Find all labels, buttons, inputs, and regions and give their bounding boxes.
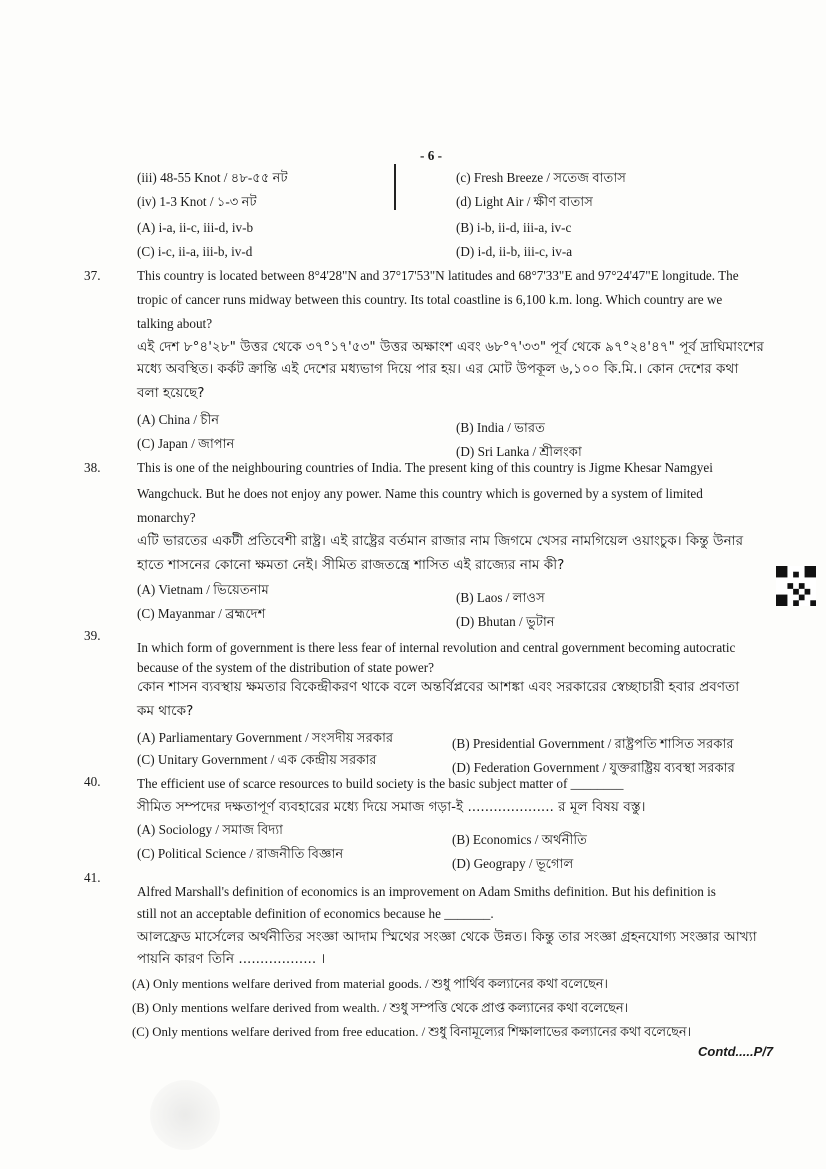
q38-text-en-2: Wangchuck. But he does not enjoy any power. Name this country which is governed by a system of limited <box>137 486 703 501</box>
q39-option-c: (C) Unitary Government / এক কেন্দ্রীয় সরকার <box>137 752 377 767</box>
q38-option-d: (D) Bhutan / ভুটান <box>456 614 555 629</box>
qr-code-icon <box>776 566 816 606</box>
q37-text-en-3: talking about? <box>137 316 213 331</box>
q38-option-b: (B) Laos / লাওস <box>456 590 545 605</box>
q39-number: 39. <box>84 628 101 643</box>
page-number: - 6 - <box>420 148 442 163</box>
q37-number: 37. <box>84 268 101 283</box>
scan-smudge <box>150 1080 220 1150</box>
q38-option-a: (A) Vietnam / ভিয়েতনাম <box>137 582 269 597</box>
q38-option-c: (C) Mayanmar / ব্রহ্মদেশ <box>137 606 266 621</box>
q39-text-bn-2: কম থাকে? <box>137 703 194 719</box>
q36-option-b: (B) i-b, ii-d, iii-a, iv-c <box>456 220 572 235</box>
q41-text-bn-1: আলফ্রেড মার্সেলের অর্থনীতির সংজ্ঞা আদাম স্মিথের সংজ্ঞা থেকে উন্নত। কিন্তু তার সংজ্ঞা গ্রহনযোগ্য সংজ্ঞার আখ্যা <box>137 929 757 945</box>
q36-option-a: (A) i-a, ii-c, iii-d, iv-b <box>137 220 254 235</box>
q38-text-en-1: This is one of the neighbouring countries of India. The present king of this country is Jigme Khesar Namgyei <box>137 460 713 475</box>
q37-text-en-2: tropic of cancer runs midway between this country. Its total coastline is 6,100 k.m. long. Which country are we <box>137 292 723 307</box>
q36-option-c: (C) i-c, ii-a, iii-b, iv-d <box>137 244 253 259</box>
q37-option-d: (D) Sri Lanka / শ্রীলংকা <box>456 444 582 459</box>
q39-option-d: (D) Federation Government / যুক্তরাষ্ট্রিয় ব্যবস্থা সরকার <box>452 760 735 775</box>
q38-text-en-3: monarchy? <box>137 510 196 525</box>
q39-option-b: (B) Presidential Government / রাষ্ট্রপতি শাসিত সরকার <box>452 736 734 751</box>
q41-option-c: (C) Only mentions welfare derived from free education. / শুধু বিনামূল্যের শিক্ষালাভের কল্যানের কথা বলেছেন। <box>132 1025 692 1039</box>
q40-number: 40. <box>84 774 101 789</box>
q40-option-a: (A) Sociology / সমাজ বিদ্যা <box>137 822 283 837</box>
q38-number: 38. <box>84 460 101 475</box>
q37-text-en-1: This country is located between 8°4'28"N and 37°17'53"N latitudes and 68°7'33"E and 97°24'47"E longitude. The <box>137 268 739 283</box>
q37-option-a: (A) China / চীন <box>137 412 220 427</box>
q36-right-item-c: (c) Fresh Breeze / সতেজ বাতাস <box>456 170 626 185</box>
q39-option-a: (A) Parliamentary Government / সংসদীয় সরকার <box>137 730 394 745</box>
q39-text-bn-1: কোন শাসন ব্যবস্থায় ক্ষমতার বিকেন্দ্রীকরণ থাকে বলে অন্তর্বিপ্লবের আশঙ্কা এবং সরকারের স্বেচ্ছাচারী হবার প্রবণতা <box>137 679 740 695</box>
q41-number: 41. <box>84 870 101 885</box>
q40-text-en-1: The efficient use of scarce resources to build society is the basic subject matter of ________ <box>137 776 624 791</box>
q37-text-bn-1: এই দেশ ৮°৪'২৮" উত্তর থেকে ৩৭°১৭'৫৩" উত্তর অক্ষাংশ এবং ৬৮°৭'৩৩" পূর্ব থেকে ৯৭°২৪'৪৭" পূর্ব দ্রাঘিমাংশের <box>137 339 764 355</box>
q37-text-bn-2: মধ্যে অবস্থিত। কর্কট ক্রান্তি এই দেশের মধ্যভাগ দিয়ে পার হয়। এর মোট উপকূল ৬,১০০ কি.মি.। কোন দেশের কথা <box>137 361 739 377</box>
q41-text-en-2: still not an acceptable definition of economics because he _______. <box>137 906 494 921</box>
q39-text-en-2: because of the system of the distribution of state power? <box>137 660 435 675</box>
q41-option-a: (A) Only mentions welfare derived from material goods. / শুধু পার্থিব কল্যানের কথা বলেছেন। <box>132 977 608 991</box>
q40-option-d: (D) Geograpy / ভূগোল <box>452 856 574 871</box>
q41-text-en-1: Alfred Marshall's definition of economics is an improvement on Adam Smiths definition. But his definition is <box>137 884 716 899</box>
q37-option-c: (C) Japan / জাপান <box>137 436 235 451</box>
q36-option-d: (D) i-d, ii-b, iii-c, iv-a <box>456 244 573 259</box>
column-divider <box>394 164 396 210</box>
q38-text-bn-1: এটি ভারতের একটী প্রতিবেশী রাষ্ট্র। এই রাষ্ট্রের বর্তমান রাজার নাম জিগমে খেসর নামগিয়েল ওয়াংচুক। কিন্তু উনার <box>137 533 744 549</box>
q37-text-bn-3: বলা হয়েছে? <box>137 385 205 401</box>
q40-option-c: (C) Political Science / রাজনীতি বিজ্ঞান <box>137 846 344 861</box>
q37-option-b: (B) India / ভারত <box>456 420 546 435</box>
q41-text-bn-2: পায়নি কারণ তিনি .................. । <box>137 951 326 967</box>
q38-text-bn-2: হাতে শাসনের কোনো ক্ষমতা নেই। সীমিত রাজতন্ত্রে শাসিত এই রাজ্যের নাম কী? <box>137 557 565 573</box>
q39-text-en-1: In which form of government is there less fear of internal revolution and central government becoming autocratic <box>137 640 736 655</box>
q36-left-item-iii: (iii) 48-55 Knot / ৪৮-৫৫ নট <box>137 170 288 185</box>
q41-option-b: (B) Only mentions welfare derived from wealth. / শুধু সম্পত্তি থেকে প্রাপ্ত কল্যানের কথা বলেছেন। <box>132 1001 629 1015</box>
q40-option-b: (B) Economics / অর্থনীতি <box>452 832 588 847</box>
q40-text-bn-1: সীমিত সম্পদের দক্ষতাপূর্ণ ব্যবহারের মধ্যে দিয়ে সমাজ গড়া-ই .................... র মূল বিষয় বস্তু। <box>137 799 646 815</box>
q36-right-item-d: (d) Light Air / ক্ষীণ বাতাস <box>456 194 593 209</box>
footer-continued: Contd.....P/7 <box>698 1044 774 1059</box>
q36-left-item-iv: (iv) 1-3 Knot / ১-৩ নট <box>137 194 257 209</box>
